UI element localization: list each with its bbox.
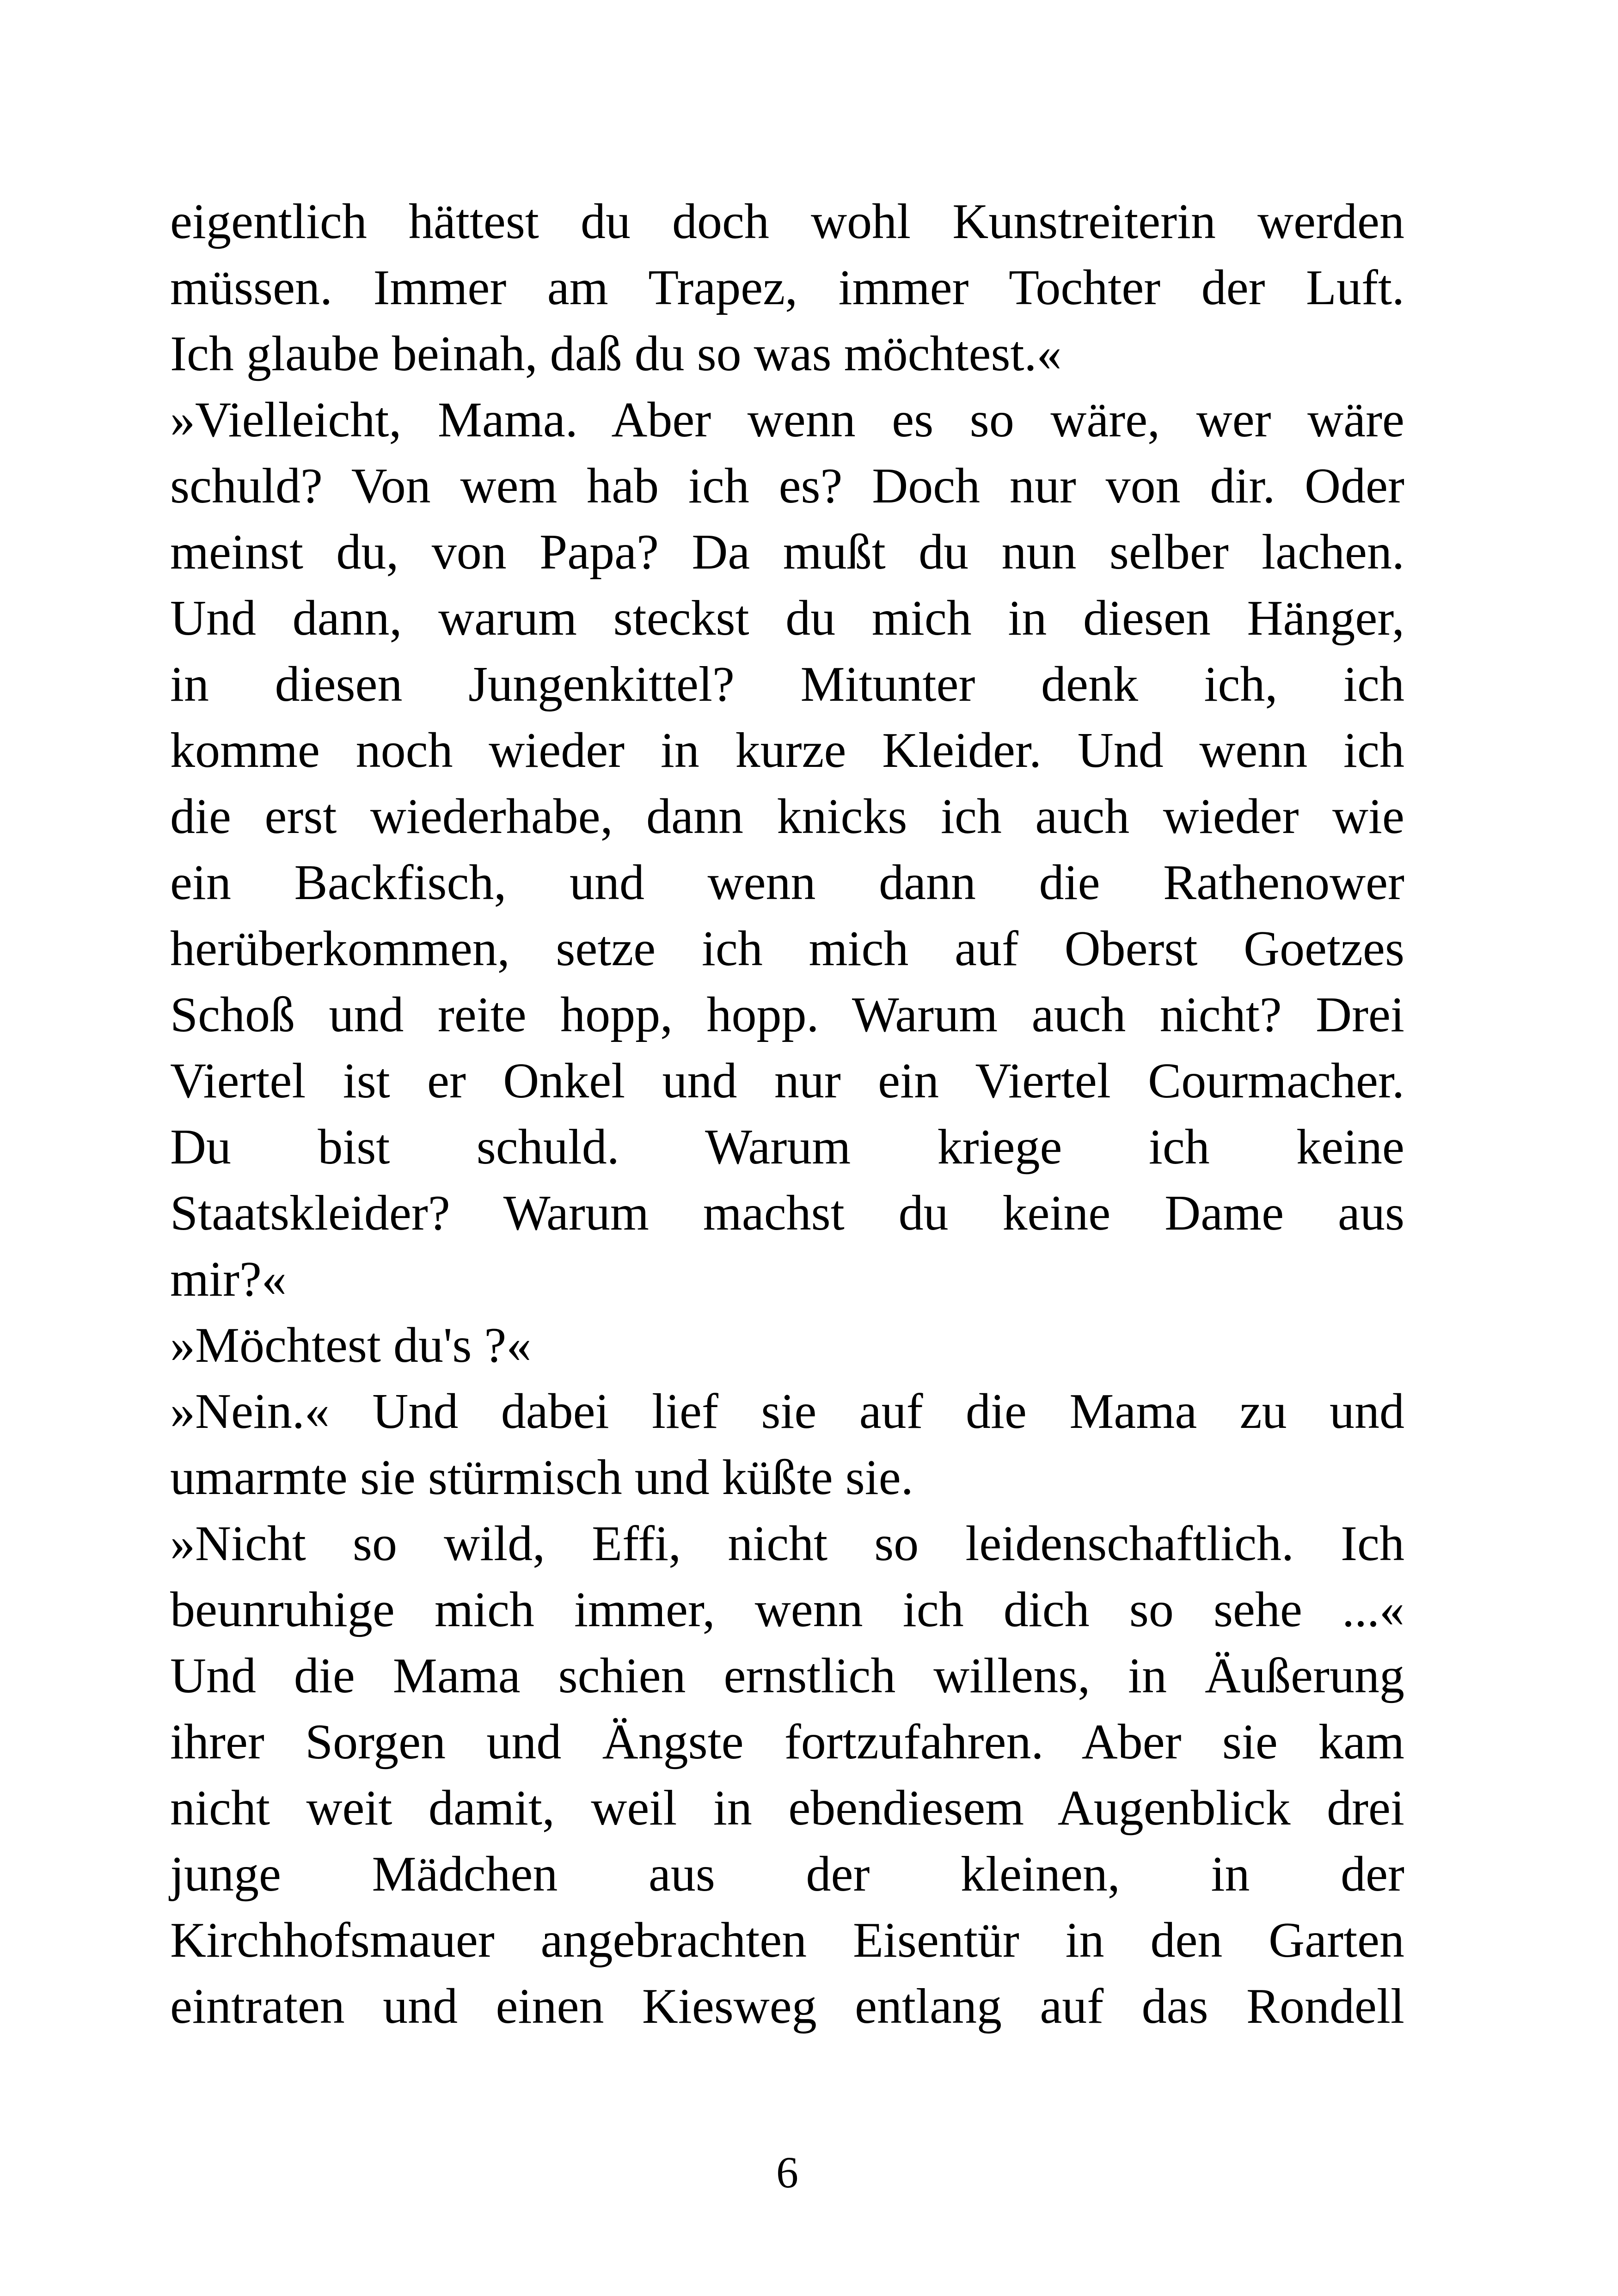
text-line: Viertel ist er Onkel und nur ein Viertel Courmacher. (170, 1053, 1404, 1108)
text-line: herüberkommen, setze ich mich auf Oberst Goetzes (170, 921, 1404, 976)
text-line: schuld? Von wem hab ich es? Doch nur von dir. Oder (170, 459, 1404, 514)
text-block (170, 189, 1404, 2039)
text-line: ihrer Sorgen und Ängste fortzufahren. Aber sie kam (170, 1714, 1404, 1769)
text-line: »Nein.« Und dabei lief sie auf die Mama zu und (170, 1384, 1404, 1439)
text-line: Du bist schuld. Warum kriege ich keine (170, 1120, 1404, 1175)
text-line: junge Mädchen aus der kleinen, in der (170, 1847, 1404, 1902)
text-line: Staatskleider? Warum machst du keine Dame aus (170, 1186, 1404, 1241)
text-line: komme noch wieder in kurze Kleider. Und wenn ich (170, 723, 1404, 778)
text-line: die erst wiederhabe, dann knicks ich auch wieder wie (170, 789, 1404, 844)
text-line: Schoß und reite hopp, hopp. Warum auch nicht? Drei (170, 987, 1404, 1042)
text-line: Und die Mama schien ernstlich willens, in Äußerung (170, 1648, 1404, 1703)
text-line: beunruhige mich immer, wenn ich dich so sehe ...« (170, 1582, 1404, 1637)
text-line: mir?« (170, 1252, 287, 1307)
text-line: eigentlich hättest du doch wohl Kunstreiterin werden (170, 194, 1404, 249)
text-line: Kirchhofsmauer angebrachten Eisentür in den Garten (170, 1913, 1404, 1968)
text-line: nicht weit damit, weil in ebendiesem Augenblick drei (170, 1781, 1404, 1836)
text-line: in diesen Jungenkittel? Mitunter denk ich, ich (170, 657, 1404, 712)
text-line: Und dann, warum steckst du mich in diesen Hänger, (170, 591, 1404, 646)
text-line: umarmte sie stürmisch und küßte sie. (170, 1450, 913, 1505)
text-line: Ich glaube beinah, daß du so was möchtest.« (170, 326, 1062, 381)
text-line: müssen. Immer am Trapez, immer Tochter der Luft. (170, 260, 1404, 315)
text-line: meinst du, von Papa? Da mußt du nun selber lachen. (170, 525, 1404, 580)
text-line: ein Backfisch, und wenn dann die Rathenower (170, 855, 1404, 910)
text-line: »Vielleicht, Mama. Aber wenn es so wäre, wer wäre (170, 392, 1404, 447)
page-number: 6 (776, 2148, 798, 2197)
text-line: »Möchtest du's ?« (170, 1318, 532, 1373)
text-line: »Nicht so wild, Effi, nicht so leidenschaftlich. Ich (170, 1516, 1404, 1571)
text-line: eintraten und einen Kiesweg entlang auf das Rondell (170, 1979, 1404, 2034)
